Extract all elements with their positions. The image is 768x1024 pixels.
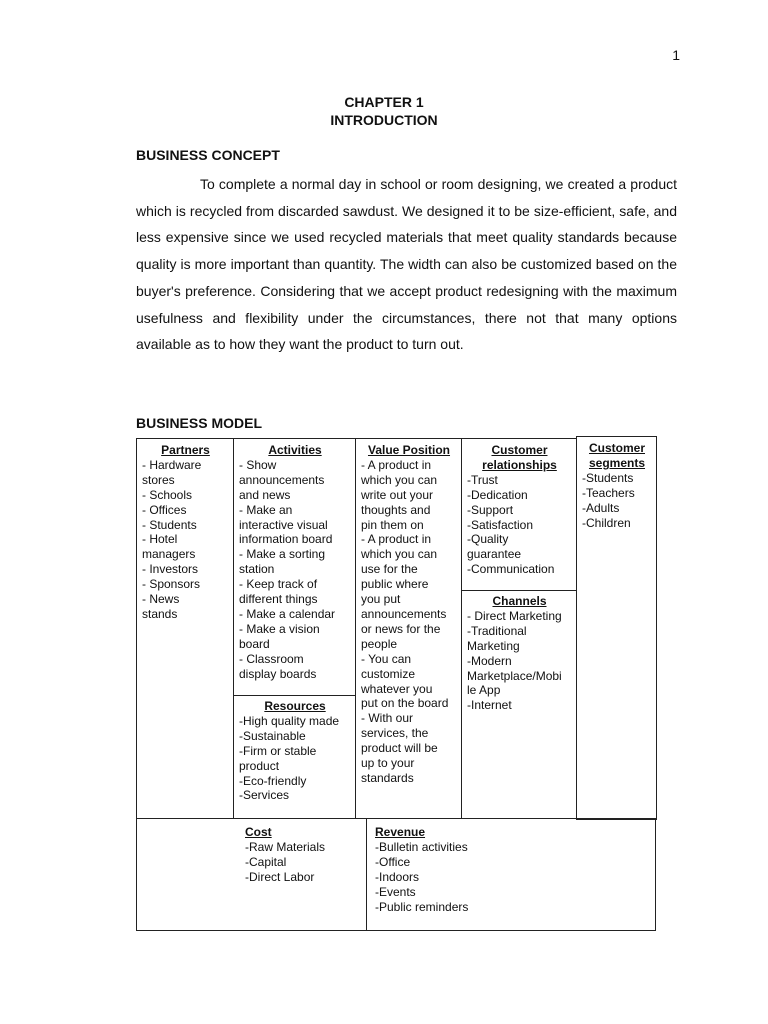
partners-list [142, 458, 229, 622]
list-item: -Internet [467, 698, 512, 713]
list-item: - A product in which you can write out your thoughts and pin them on [361, 457, 438, 532]
resources-list [239, 714, 351, 803]
list-item: - Make a sorting station [239, 547, 326, 577]
list-item: - Schools [142, 487, 193, 502]
revenue-heading: Revenue [375, 825, 426, 839]
list-item: -Teachers [582, 485, 635, 500]
resources-heading: Resources [264, 699, 326, 713]
list-item: -Direct Labor [245, 869, 315, 884]
list-item: - You can customize whatever you put on the board [361, 651, 449, 711]
list-item: -Traditional Marketing [467, 623, 527, 653]
relationships-channels-block [461, 438, 577, 819]
partners-block [136, 438, 234, 819]
chapter-title: INTRODUCTION [330, 112, 438, 128]
list-item: -High quality made [239, 713, 340, 728]
channels-block [462, 590, 576, 815]
activities-list [239, 458, 351, 682]
activities-block [234, 439, 355, 695]
list-item: - Keep track of different things [239, 577, 318, 607]
list-item: -Dedication [467, 487, 528, 502]
list-item: - A product in which you can use for the public where you put announcements or news for the people [361, 532, 447, 651]
customer-relationships-list [467, 473, 572, 577]
list-item: - News stands [142, 592, 180, 621]
list-item: - Make a vision board [239, 621, 320, 651]
cost-block [240, 821, 364, 926]
list-item: -Eco-friendly [239, 773, 307, 788]
cost-revenue-divider [366, 819, 367, 930]
value-position-block [355, 438, 462, 819]
list-item: -Trust [467, 472, 498, 487]
list-item: -Firm or stable product [239, 743, 317, 773]
cost-list [245, 840, 360, 885]
chapter-number: CHAPTER 1 [344, 94, 424, 110]
activities-heading: Activities [268, 443, 322, 457]
list-item: -Satisfaction [467, 517, 534, 532]
list-item: -Students [582, 470, 634, 485]
list-item: - Hotel managers [142, 532, 196, 562]
list-item: -Services [239, 788, 290, 803]
list-item: - Sponsors [142, 577, 201, 592]
list-item: - Make an interactive visual information board [239, 502, 333, 547]
list-item: -Capital [245, 854, 287, 869]
cost-revenue-block [136, 818, 656, 931]
business-concept-paragraph: To complete a normal day in school or room designing, we created a product which is recycled from discarded sawdust. We designed it to be size-efficient, safe, and less expensive since we used recycled materials that meet quality standards because quality is more important than quantity. The width can also be customized based on the buyer's preference. Considering that we accept product redesigning with the maximum usefulness and flexibility under the circumstances, there not that many options available as to how they want the product to turn out. [136, 176, 677, 353]
cost-heading: Cost [245, 825, 272, 839]
customer-segments-heading: Customer segments [588, 441, 646, 470]
channels-heading: Channels [492, 594, 547, 608]
list-item: -Children [582, 515, 631, 530]
list-item: -Adults [582, 500, 620, 515]
revenue-block [370, 821, 570, 926]
list-item: - Classroom display boards [239, 651, 317, 681]
list-item: - Investors [142, 562, 199, 577]
list-item: - Offices [142, 502, 187, 517]
list-item: -Quality guarantee [467, 532, 522, 562]
list-item: - Show announcements and news [239, 457, 325, 502]
list-item: - Students [142, 517, 197, 532]
list-item: - With our services, the product will be up to your standards [361, 711, 438, 785]
list-item: -Support [467, 502, 514, 517]
list-item: - Make a calendar [239, 606, 336, 621]
business-model-heading: BUSINESS MODEL [136, 415, 263, 431]
business-concept-heading: BUSINESS CONCEPT [136, 147, 280, 163]
customer-segments-list [582, 471, 652, 531]
list-item: -Events [375, 884, 416, 899]
partners-heading: Partners [161, 443, 210, 457]
customer-segments-block [576, 436, 657, 820]
list-item: - Hardware stores [142, 457, 202, 487]
list-item: -Modern Marketplace/Mobi le App [467, 653, 562, 698]
page-number: 1 [672, 47, 680, 63]
list-item: -Sustainable [239, 728, 306, 743]
resources-block [234, 695, 355, 817]
list-item: -Office [375, 854, 411, 869]
activities-resources-block [233, 438, 356, 819]
channels-list [467, 609, 572, 713]
customer-relationships-block [462, 439, 576, 590]
list-item: - Direct Marketing [467, 608, 562, 623]
list-item: -Raw Materials [245, 839, 326, 854]
value-position-list [361, 458, 457, 786]
list-item: -Bulletin activities [375, 839, 468, 854]
revenue-list [375, 840, 566, 915]
value-position-heading: Value Position [367, 443, 451, 457]
list-item: -Communication [467, 562, 555, 577]
list-item: -Indoors [375, 869, 420, 884]
list-item: -Public reminders [375, 899, 469, 914]
customer-relationships-heading: Customer relationships [482, 443, 557, 472]
